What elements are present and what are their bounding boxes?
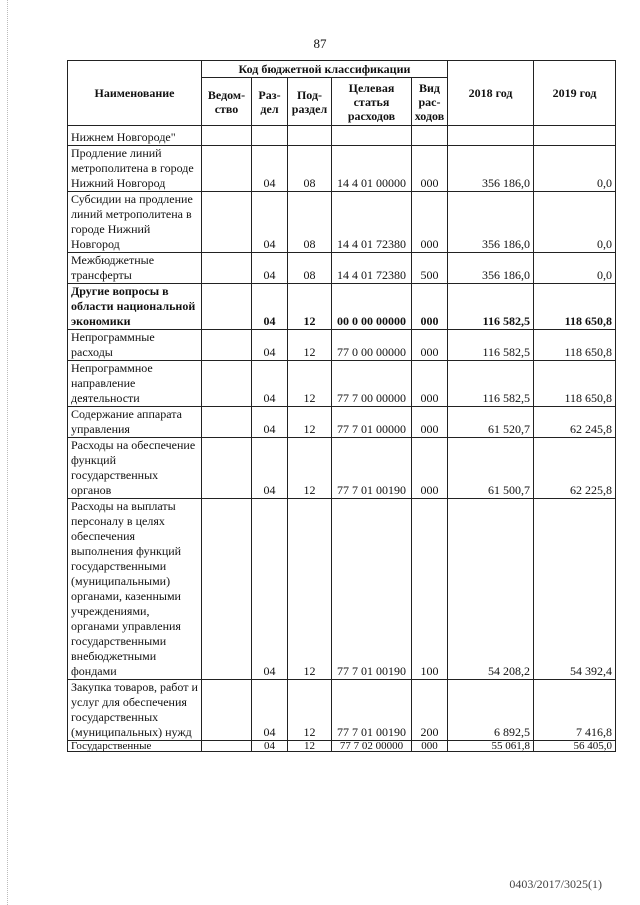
table-row: [68, 438, 616, 499]
row-value-2019: 56 405,0: [534, 741, 616, 752]
col-target-header: Целевая статья расходов: [332, 78, 412, 126]
row-target-article: 14 4 01 72380: [332, 253, 412, 284]
row-vid: 000: [412, 284, 448, 330]
table-row: [68, 192, 616, 253]
row-vid: 200: [412, 680, 448, 741]
row-value-2019: 62 225,8: [534, 438, 616, 499]
row-vid: 500: [412, 253, 448, 284]
row-podrazdel: 12: [288, 330, 332, 361]
row-value-2019: 118 650,8: [534, 330, 616, 361]
row-vid: 000: [412, 192, 448, 253]
row-razdel: 04: [252, 361, 288, 407]
row-vedomstvo: [202, 407, 252, 438]
row-podrazdel: 12: [288, 361, 332, 407]
row-name: Закупка товаров, работ и услуг для обеспечения государственных (муниципальных) нужд: [68, 680, 202, 741]
table-row: [68, 253, 616, 284]
row-value-2019: 7 416,8: [534, 680, 616, 741]
row-value-2019: [534, 126, 616, 146]
row-name: Непрограммное направление деятельности: [68, 361, 202, 407]
col-vedomstvo-header: Ведом- ство: [202, 78, 252, 126]
row-value-2018: 356 186,0: [448, 192, 534, 253]
row-name: Субсидии на продление линий метрополитена в городе Нижний Новгород: [68, 192, 202, 253]
row-name: Другие вопросы в области национальной экономики: [68, 284, 202, 330]
row-target-article: 14 4 01 00000: [332, 146, 412, 192]
row-value-2018: 116 582,5: [448, 330, 534, 361]
row-podrazdel: 12: [288, 680, 332, 741]
table-row: [68, 330, 616, 361]
row-value-2018: 356 186,0: [448, 253, 534, 284]
scan-edge: [7, 0, 8, 905]
row-podrazdel: [288, 126, 332, 146]
table-row: [68, 126, 616, 146]
col-2019-header: 2019 год: [534, 61, 616, 126]
row-razdel: 04: [252, 253, 288, 284]
row-vid: 000: [412, 330, 448, 361]
row-vedomstvo: [202, 438, 252, 499]
row-value-2018: 356 186,0: [448, 146, 534, 192]
budget-table: [67, 60, 616, 752]
row-target-article: 14 4 01 72380: [332, 192, 412, 253]
row-name: Нижнем Новгороде": [68, 126, 202, 146]
row-razdel: 04: [252, 680, 288, 741]
row-razdel: 04: [252, 330, 288, 361]
classification-group-header: Код бюджетной классификации: [202, 61, 448, 78]
document-code: 0403/2017/3025(1): [509, 877, 602, 891]
table-row: [68, 146, 616, 192]
row-razdel: 04: [252, 741, 288, 752]
row-value-2019: 62 245,8: [534, 407, 616, 438]
row-podrazdel: 12: [288, 499, 332, 680]
row-name: Непрограммные расходы: [68, 330, 202, 361]
row-vedomstvo: [202, 126, 252, 146]
row-razdel: [252, 126, 288, 146]
col-2018-header: 2018 год: [448, 61, 534, 126]
row-vid: 000: [412, 741, 448, 752]
row-target-article: 77 7 01 00190: [332, 438, 412, 499]
row-podrazdel: 08: [288, 146, 332, 192]
col-name-header: Наименование: [68, 61, 202, 126]
row-name: Межбюджетные трансферты: [68, 253, 202, 284]
row-razdel: 04: [252, 146, 288, 192]
row-vedomstvo: [202, 253, 252, 284]
row-value-2019: 0,0: [534, 253, 616, 284]
col-razdel-header: Раз- дел: [252, 78, 288, 126]
row-vid: 000: [412, 407, 448, 438]
row-vedomstvo: [202, 741, 252, 752]
row-podrazdel: 12: [288, 284, 332, 330]
row-podrazdel: 08: [288, 253, 332, 284]
row-vedomstvo: [202, 361, 252, 407]
row-vid: 000: [412, 146, 448, 192]
row-name: Продление линий метрополитена в городе Нижний Новгород: [68, 146, 202, 192]
row-name: Содержание аппарата управления: [68, 407, 202, 438]
row-razdel: 04: [252, 438, 288, 499]
table-row: [68, 284, 616, 330]
row-target-article: 77 7 01 00190: [332, 499, 412, 680]
row-value-2019: 118 650,8: [534, 284, 616, 330]
table-row: [68, 499, 616, 680]
row-vedomstvo: [202, 330, 252, 361]
col-vid-header: Вид рас- ходов: [412, 78, 448, 126]
row-value-2018: 61 500,7: [448, 438, 534, 499]
table-row: [68, 741, 616, 752]
row-vedomstvo: [202, 146, 252, 192]
row-target-article: 77 7 00 00000: [332, 361, 412, 407]
row-value-2018: 54 208,2: [448, 499, 534, 680]
row-vedomstvo: [202, 192, 252, 253]
row-vid: 100: [412, 499, 448, 680]
row-value-2018: 116 582,5: [448, 361, 534, 407]
row-razdel: 04: [252, 407, 288, 438]
table-row: [68, 680, 616, 741]
row-value-2019: 118 650,8: [534, 361, 616, 407]
row-razdel: 04: [252, 284, 288, 330]
row-value-2019: 0,0: [534, 146, 616, 192]
row-razdel: 04: [252, 192, 288, 253]
row-vedomstvo: [202, 680, 252, 741]
table-row: [68, 407, 616, 438]
row-name: Расходы на обеспечение функций государственных органов: [68, 438, 202, 499]
row-value-2019: 54 392,4: [534, 499, 616, 680]
row-value-2018: 61 520,7: [448, 407, 534, 438]
row-value-2019: 0,0: [534, 192, 616, 253]
row-vedomstvo: [202, 284, 252, 330]
row-vid: 000: [412, 361, 448, 407]
col-podrazdel-header: Под- раздел: [288, 78, 332, 126]
row-target-article: 77 7 01 00190: [332, 680, 412, 741]
row-razdel: 04: [252, 499, 288, 680]
row-vid: [412, 126, 448, 146]
table-row: [68, 361, 616, 407]
row-value-2018: [448, 126, 534, 146]
row-value-2018: 55 061,8: [448, 741, 534, 752]
row-name: Расходы на выплаты персоналу в целях обеспечения выполнения функций государственными (муниципальными) органами, казенными учреждениями, органами управления государственными внебюджетными фондами: [68, 499, 202, 680]
row-name: Государственные: [68, 741, 202, 752]
page-number: 87: [313, 36, 327, 51]
row-target-article: 77 0 00 00000: [332, 330, 412, 361]
row-podrazdel: 12: [288, 438, 332, 499]
row-podrazdel: 12: [288, 407, 332, 438]
row-value-2018: 6 892,5: [448, 680, 534, 741]
row-target-article: 77 7 01 00000: [332, 407, 412, 438]
row-target-article: 00 0 00 00000: [332, 284, 412, 330]
row-podrazdel: 08: [288, 192, 332, 253]
row-vid: 000: [412, 438, 448, 499]
row-vedomstvo: [202, 499, 252, 680]
row-podrazdel: 12: [288, 741, 332, 752]
row-target-article: 77 7 02 00000: [332, 741, 412, 752]
row-target-article: [332, 126, 412, 146]
row-value-2018: 116 582,5: [448, 284, 534, 330]
